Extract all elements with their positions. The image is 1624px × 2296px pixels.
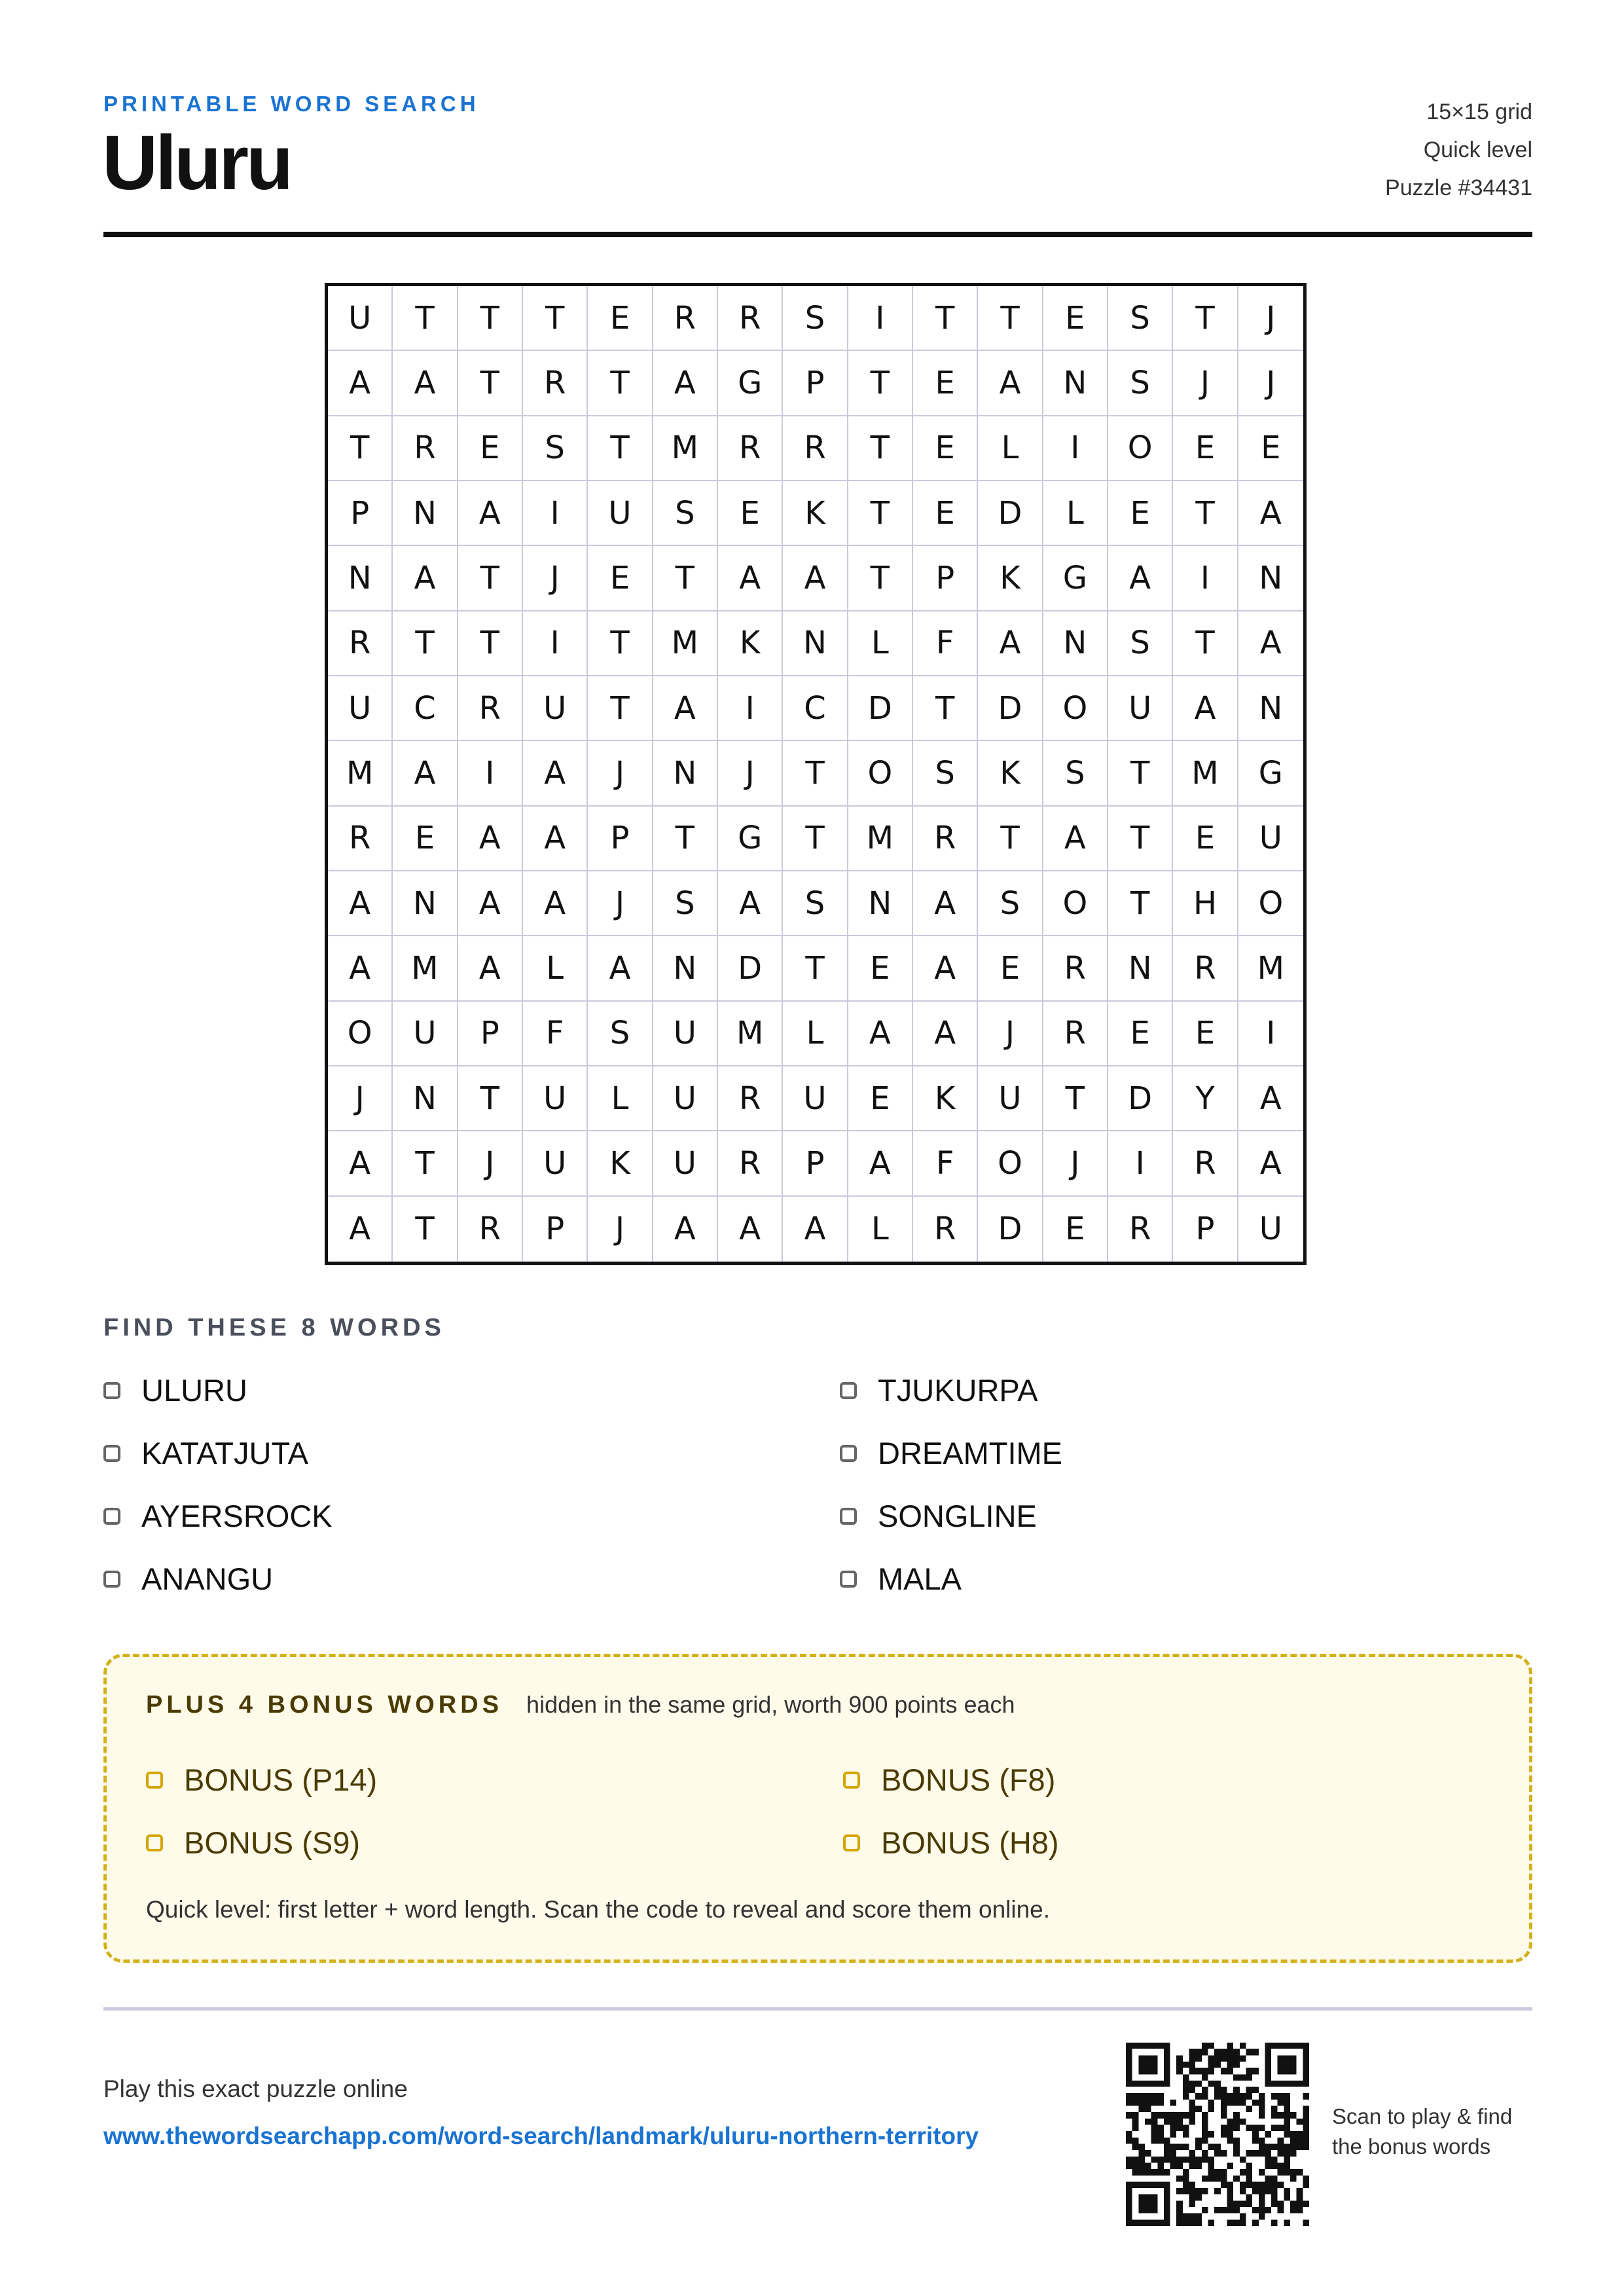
bonus-checkbox[interactable] — [843, 1834, 860, 1851]
word-label: SONGLINE — [878, 1499, 1037, 1533]
grid-cell[interactable]: J — [458, 1131, 523, 1196]
grid-cell[interactable]: P — [783, 351, 848, 416]
grid-cell[interactable]: T — [458, 546, 523, 611]
grid-cell[interactable]: R — [458, 1197, 523, 1262]
grid-cell[interactable]: T — [1108, 807, 1173, 871]
grid-cell[interactable]: U — [1108, 676, 1173, 741]
grid-cell[interactable]: T — [783, 741, 848, 806]
grid-cell[interactable]: O — [848, 741, 913, 806]
grid-cell[interactable]: D — [1108, 1066, 1173, 1131]
word-list-item[interactable] — [840, 1372, 1038, 1408]
bonus-checkbox[interactable] — [146, 1772, 163, 1789]
grid-cell[interactable]: I — [1043, 416, 1108, 481]
grid-cell[interactable]: E — [913, 481, 978, 546]
puzzle-meta — [1385, 93, 1532, 207]
grid-cell[interactable]: O — [1108, 416, 1173, 481]
grid-cell[interactable]: A — [328, 351, 393, 416]
grid-cell[interactable]: R — [653, 286, 718, 351]
grid-cell[interactable]: T — [783, 807, 848, 871]
grid-cell[interactable]: T — [913, 676, 978, 741]
grid-cell[interactable]: T — [1043, 1066, 1108, 1131]
header-divider — [103, 232, 1532, 237]
grid-cell[interactable]: U — [783, 1066, 848, 1131]
grid-cell[interactable]: G — [718, 807, 783, 871]
grid-cell[interactable]: T — [328, 416, 393, 481]
grid-cell[interactable]: T — [978, 286, 1043, 351]
grid-cell[interactable]: R — [1108, 1197, 1173, 1262]
grid-cell[interactable]: D — [978, 676, 1043, 741]
grid-cell[interactable]: G — [718, 351, 783, 416]
grid-cell[interactable]: N — [653, 741, 718, 806]
grid-cell[interactable]: C — [783, 676, 848, 741]
word-label: DREAMTIME — [878, 1436, 1062, 1470]
grid-cell[interactable]: N — [1108, 936, 1173, 1001]
grid-cell[interactable]: C — [393, 676, 458, 741]
scan-label: Scan to play & find the bonus words — [1332, 2104, 1513, 2159]
grid-cell[interactable]: L — [978, 416, 1043, 481]
grid-cell[interactable]: S — [1108, 351, 1173, 416]
grid-cell[interactable]: E — [848, 1066, 913, 1131]
grid-cell[interactable]: A — [913, 1002, 978, 1066]
grid-cell[interactable]: A — [718, 871, 783, 936]
grid-cell[interactable]: A — [523, 807, 588, 871]
grid-cell[interactable]: J — [1238, 351, 1303, 416]
grid-cell[interactable]: T — [653, 807, 718, 871]
grid-cell[interactable]: M — [1173, 741, 1238, 806]
grid-cell[interactable]: J — [588, 1197, 653, 1262]
grid-cell[interactable]: U — [588, 481, 653, 546]
grid-cell[interactable]: S — [913, 741, 978, 806]
grid-cell[interactable]: E — [978, 936, 1043, 1001]
word-list-item[interactable] — [840, 1561, 962, 1597]
grid-cell[interactable]: R — [913, 1197, 978, 1262]
grid-cell[interactable]: U — [1238, 807, 1303, 871]
grid-cell[interactable]: T — [458, 286, 523, 351]
grid-cell[interactable]: T — [393, 286, 458, 351]
word-list-item[interactable] — [103, 1372, 247, 1408]
grid-cell[interactable]: A — [328, 936, 393, 1001]
bonus-word-item[interactable] — [843, 1825, 1059, 1861]
grid-cell[interactable]: A — [523, 741, 588, 806]
word-label: MALA — [878, 1561, 962, 1596]
word-checkbox[interactable] — [103, 1382, 120, 1399]
grid-cell[interactable]: K — [588, 1131, 653, 1196]
grid-cell[interactable]: R — [718, 416, 783, 481]
grid-cell[interactable]: M — [653, 611, 718, 676]
grid-cell[interactable]: J — [588, 871, 653, 936]
grid-cell[interactable]: A — [913, 871, 978, 936]
grid-cell[interactable]: S — [588, 1002, 653, 1066]
grid-cell[interactable]: A — [1173, 676, 1238, 741]
grid-cell[interactable]: F — [913, 611, 978, 676]
grid-cell[interactable]: E — [1108, 1002, 1173, 1066]
word-checkbox[interactable] — [103, 1445, 120, 1462]
grid-cell[interactable]: A — [1238, 1131, 1303, 1196]
grid-cell[interactable]: M — [653, 416, 718, 481]
grid-cell[interactable]: R — [718, 286, 783, 351]
bonus-word-item[interactable] — [146, 1762, 377, 1798]
grid-cell[interactable]: A — [328, 1197, 393, 1262]
grid-cell[interactable]: R — [458, 676, 523, 741]
grid-cell[interactable]: O — [1043, 871, 1108, 936]
grid-cell[interactable]: N — [653, 936, 718, 1001]
grid-cell[interactable]: K — [978, 741, 1043, 806]
grid-cell[interactable]: R — [393, 416, 458, 481]
grid-cell[interactable]: U — [328, 286, 393, 351]
bonus-word-item[interactable] — [843, 1762, 1055, 1798]
grid-cell[interactable]: A — [653, 1197, 718, 1262]
grid-cell[interactable]: T — [393, 1131, 458, 1196]
bonus-note: Quick level: first letter + word length. Scan the code to reveal and score them online. — [146, 1896, 1051, 1923]
grid-cell[interactable]: M — [328, 741, 393, 806]
grid-cell[interactable]: O — [978, 1131, 1043, 1196]
puzzle-url-link[interactable]: www.thewordsearchapp.com/word-search/landmark/uluru-northern-territory — [103, 2123, 979, 2149]
grid-cell[interactable]: T — [393, 611, 458, 676]
grid-cell[interactable]: S — [1108, 286, 1173, 351]
grid-cell[interactable]: P — [1173, 1197, 1238, 1262]
grid-cell[interactable]: A — [718, 1197, 783, 1262]
grid-cell[interactable]: T — [458, 1066, 523, 1131]
grid-cell[interactable]: T — [848, 481, 913, 546]
word-list-item[interactable] — [103, 1435, 308, 1471]
word-list-item[interactable] — [840, 1435, 1062, 1471]
grid-cell[interactable]: E — [848, 936, 913, 1001]
grid-cell[interactable]: A — [328, 1131, 393, 1196]
grid-cell[interactable]: E — [393, 807, 458, 871]
grid-cell[interactable]: N — [393, 481, 458, 546]
word-list-heading: FIND THESE 8 WORDS — [103, 1314, 445, 1341]
bonus-word-label: BONUS (F8) — [881, 1762, 1056, 1797]
word-list-item[interactable] — [103, 1498, 333, 1534]
grid-cell[interactable]: U — [523, 1131, 588, 1196]
grid-cell[interactable]: O — [328, 1002, 393, 1066]
grid-cell[interactable]: T — [978, 807, 1043, 871]
grid-cell[interactable]: K — [783, 481, 848, 546]
grid-cell[interactable]: T — [913, 286, 978, 351]
grid-cell[interactable]: A — [783, 546, 848, 611]
grid-cell[interactable]: L — [588, 1066, 653, 1131]
grid-cell[interactable]: A — [848, 1002, 913, 1066]
grid-cell[interactable]: L — [523, 936, 588, 1001]
grid-cell[interactable]: O — [1238, 871, 1303, 936]
grid-cell[interactable]: T — [1173, 286, 1238, 351]
grid-cell[interactable]: A — [1238, 611, 1303, 676]
grid-cell[interactable]: P — [458, 1002, 523, 1066]
grid-cell[interactable]: N — [393, 1066, 458, 1131]
grid-cell[interactable]: P — [588, 807, 653, 871]
grid-cell[interactable]: O — [1043, 676, 1108, 741]
grid-size-label: 15×15 grid — [1426, 100, 1532, 124]
bonus-word-label: BONUS (H8) — [881, 1825, 1059, 1860]
grid-cell[interactable]: U — [328, 676, 393, 741]
grid-cell[interactable]: N — [848, 871, 913, 936]
grid-cell[interactable]: D — [978, 481, 1043, 546]
grid-cell[interactable]: N — [783, 611, 848, 676]
grid-cell[interactable]: J — [1043, 1131, 1108, 1196]
grid-cell[interactable]: I — [1238, 1002, 1303, 1066]
grid-cell[interactable]: I — [523, 611, 588, 676]
word-checkbox[interactable] — [103, 1508, 120, 1525]
grid-cell[interactable]: J — [588, 741, 653, 806]
grid-cell[interactable]: P — [523, 1197, 588, 1262]
grid-cell[interactable]: R — [1173, 936, 1238, 1001]
page-kicker: PRINTABLE WORD SEARCH — [103, 92, 480, 116]
grid-cell[interactable]: T — [458, 611, 523, 676]
grid-cell[interactable]: S — [978, 871, 1043, 936]
grid-cell[interactable]: E — [1043, 286, 1108, 351]
grid-cell[interactable]: N — [1043, 351, 1108, 416]
grid-cell[interactable]: E — [1173, 1002, 1238, 1066]
grid-cell[interactable]: S — [783, 286, 848, 351]
grid-cell[interactable]: F — [523, 1002, 588, 1066]
grid-cell[interactable]: P — [328, 481, 393, 546]
grid-cell[interactable]: R — [783, 416, 848, 481]
grid-cell[interactable]: S — [783, 871, 848, 936]
grid-cell[interactable]: E — [1173, 416, 1238, 481]
grid-cell[interactable]: A — [1043, 807, 1108, 871]
grid-cell[interactable]: T — [588, 351, 653, 416]
level-label: Quick level — [1423, 137, 1532, 162]
grid-cell[interactable]: J — [1173, 351, 1238, 416]
grid-cell[interactable]: T — [848, 546, 913, 611]
grid-cell[interactable]: T — [1108, 871, 1173, 936]
word-label: KATATJUTA — [141, 1436, 309, 1470]
grid-cell[interactable]: S — [653, 871, 718, 936]
grid-cell[interactable]: T — [393, 1197, 458, 1262]
grid-cell[interactable]: S — [1108, 611, 1173, 676]
grid-cell[interactable]: E — [1043, 1197, 1108, 1262]
grid-cell[interactable]: E — [913, 351, 978, 416]
bonus-subtitle: hidden in the same grid, worth 900 points each — [526, 1691, 1015, 1718]
grid-cell[interactable]: R — [1043, 1002, 1108, 1066]
grid-cell[interactable]: L — [783, 1002, 848, 1066]
bonus-word-label: BONUS (S9) — [184, 1825, 360, 1860]
bonus-title: PLUS 4 BONUS WORDS — [146, 1691, 503, 1719]
grid-cell[interactable]: G — [1043, 546, 1108, 611]
grid-cell[interactable]: R — [913, 807, 978, 871]
grid-cell[interactable]: A — [1238, 1066, 1303, 1131]
word-checkbox[interactable] — [840, 1508, 857, 1525]
word-label: AYERSROCK — [141, 1499, 333, 1533]
page-title: Uluru — [102, 120, 291, 206]
grid-cell[interactable]: U — [523, 676, 588, 741]
grid-cell[interactable]: A — [393, 546, 458, 611]
grid-cell[interactable]: I — [718, 676, 783, 741]
bonus-panel — [103, 1654, 1532, 1963]
grid-cell[interactable]: R — [328, 611, 393, 676]
grid-cell[interactable]: T — [458, 351, 523, 416]
bonus-word-item[interactable] — [146, 1825, 360, 1861]
play-online-label: Play this exact puzzle online — [103, 2075, 408, 2102]
grid-cell[interactable]: Y — [1173, 1066, 1238, 1131]
grid-cell[interactable]: K — [718, 611, 783, 676]
bonus-word-label: BONUS (P14) — [184, 1762, 378, 1797]
grid-cell[interactable]: J — [718, 741, 783, 806]
grid-cell[interactable]: E — [718, 481, 783, 546]
grid-cell[interactable]: R — [328, 807, 393, 871]
grid-cell[interactable]: N — [1238, 676, 1303, 741]
grid-cell[interactable]: A — [458, 936, 523, 1001]
grid-cell[interactable]: A — [783, 1197, 848, 1262]
grid-cell[interactable]: N — [1238, 546, 1303, 611]
grid-cell[interactable]: K — [913, 1066, 978, 1131]
grid-cell[interactable]: D — [978, 1197, 1043, 1262]
grid-cell[interactable]: E — [1108, 481, 1173, 546]
grid-cell[interactable]: A — [523, 871, 588, 936]
grid-cell[interactable]: A — [1108, 546, 1173, 611]
grid-cell[interactable]: A — [393, 741, 458, 806]
word-checkbox[interactable] — [103, 1571, 120, 1588]
grid-cell[interactable]: I — [458, 741, 523, 806]
grid-cell[interactable]: A — [718, 546, 783, 611]
grid-cell[interactable]: U — [393, 1002, 458, 1066]
grid-cell[interactable]: N — [328, 546, 393, 611]
grid-cell[interactable]: A — [1238, 481, 1303, 546]
word-list-item[interactable] — [840, 1498, 1037, 1534]
grid-cell[interactable]: T — [588, 676, 653, 741]
grid-cell[interactable]: U — [653, 1066, 718, 1131]
grid-cell[interactable]: F — [913, 1131, 978, 1196]
grid-cell[interactable]: A — [848, 1131, 913, 1196]
grid-cell[interactable]: A — [653, 351, 718, 416]
grid-cell[interactable]: T — [1108, 741, 1173, 806]
grid-cell[interactable]: M — [1238, 936, 1303, 1001]
grid-cell[interactable]: A — [913, 936, 978, 1001]
grid-cell[interactable]: U — [523, 1066, 588, 1131]
grid-cell[interactable]: R — [718, 1131, 783, 1196]
grid-cell[interactable]: P — [783, 1131, 848, 1196]
bonus-checkbox[interactable] — [843, 1772, 860, 1789]
letter-grid — [325, 283, 1307, 1265]
grid-cell[interactable]: S — [523, 416, 588, 481]
grid-cell[interactable]: T — [653, 546, 718, 611]
grid-cell[interactable]: J — [1238, 286, 1303, 351]
qr-code[interactable] — [1126, 2043, 1309, 2226]
grid-cell[interactable]: L — [848, 1197, 913, 1262]
grid-cell[interactable]: E — [588, 286, 653, 351]
grid-cell[interactable]: I — [523, 481, 588, 546]
puzzle-id-label: Puzzle #34431 — [1385, 175, 1532, 200]
grid-cell[interactable]: I — [1108, 1131, 1173, 1196]
word-list-item[interactable] — [103, 1561, 273, 1597]
grid-cell[interactable]: S — [653, 481, 718, 546]
grid-cell[interactable]: R — [523, 351, 588, 416]
grid-cell[interactable]: R — [1173, 1131, 1238, 1196]
bonus-header — [146, 1691, 1015, 1719]
bonus-checkbox[interactable] — [146, 1834, 163, 1851]
grid-cell[interactable]: R — [718, 1066, 783, 1131]
grid-cell[interactable]: G — [1238, 741, 1303, 806]
grid-cell[interactable]: T — [783, 936, 848, 1001]
grid-cell[interactable]: D — [718, 936, 783, 1001]
grid-cell[interactable]: U — [978, 1066, 1043, 1131]
grid-cell[interactable]: R — [1043, 936, 1108, 1001]
grid-cell[interactable]: D — [848, 676, 913, 741]
grid-cell[interactable]: T — [523, 286, 588, 351]
grid-cell[interactable]: J — [328, 1066, 393, 1131]
grid-cell[interactable]: P — [913, 546, 978, 611]
grid-cell[interactable]: A — [328, 871, 393, 936]
grid-cell[interactable]: T — [848, 416, 913, 481]
grid-cell[interactable]: T — [588, 611, 653, 676]
footer-divider — [103, 2007, 1532, 2011]
grid-cell[interactable]: A — [653, 676, 718, 741]
word-label: ANANGU — [141, 1561, 274, 1596]
grid-cell[interactable]: A — [978, 611, 1043, 676]
grid-cell[interactable]: S — [1043, 741, 1108, 806]
grid-cell[interactable]: A — [588, 936, 653, 1001]
grid-cell[interactable]: A — [458, 807, 523, 871]
grid-cell[interactable]: N — [1043, 611, 1108, 676]
grid-cell[interactable]: T — [1173, 611, 1238, 676]
grid-cell[interactable]: U — [1259, 1211, 1282, 1248]
grid-cell[interactable]: M — [718, 1002, 783, 1066]
grid-cell[interactable]: M — [393, 936, 458, 1001]
grid-cell[interactable]: E — [913, 416, 978, 481]
grid-cell[interactable]: A — [393, 351, 458, 416]
grid-cell[interactable]: U — [653, 1131, 718, 1196]
grid-cell[interactable]: T — [1173, 481, 1238, 546]
grid-cell[interactable]: A — [458, 481, 523, 546]
grid-cell[interactable]: I — [1173, 546, 1238, 611]
grid-cell[interactable]: L — [1043, 481, 1108, 546]
word-label: ULURU — [141, 1373, 247, 1408]
grid-cell[interactable]: I — [848, 286, 913, 351]
word-label: TJUKURPA — [878, 1373, 1038, 1408]
grid-cell[interactable]: E — [1238, 416, 1303, 481]
grid-cell[interactable]: E — [1173, 807, 1238, 871]
grid-cell[interactable]: A — [458, 871, 523, 936]
word-checkbox[interactable] — [840, 1571, 857, 1588]
grid-cell[interactable]: N — [393, 871, 458, 936]
grid-cell[interactable]: A — [978, 351, 1043, 416]
grid-cell[interactable]: E — [588, 546, 653, 611]
grid-cell[interactable]: K — [978, 546, 1043, 611]
word-checkbox[interactable] — [840, 1382, 857, 1399]
word-checkbox[interactable] — [840, 1445, 857, 1462]
grid-cell[interactable]: T — [588, 416, 653, 481]
grid-cell[interactable]: J — [523, 546, 588, 611]
grid-cell[interactable]: M — [848, 807, 913, 871]
grid-cell[interactable]: L — [848, 611, 913, 676]
grid-cell[interactable]: J — [978, 1002, 1043, 1066]
grid-cell[interactable]: E — [458, 416, 523, 481]
grid-cell[interactable]: U — [653, 1002, 718, 1066]
grid-cell[interactable]: T — [848, 351, 913, 416]
grid-cell[interactable]: H — [1173, 871, 1238, 936]
